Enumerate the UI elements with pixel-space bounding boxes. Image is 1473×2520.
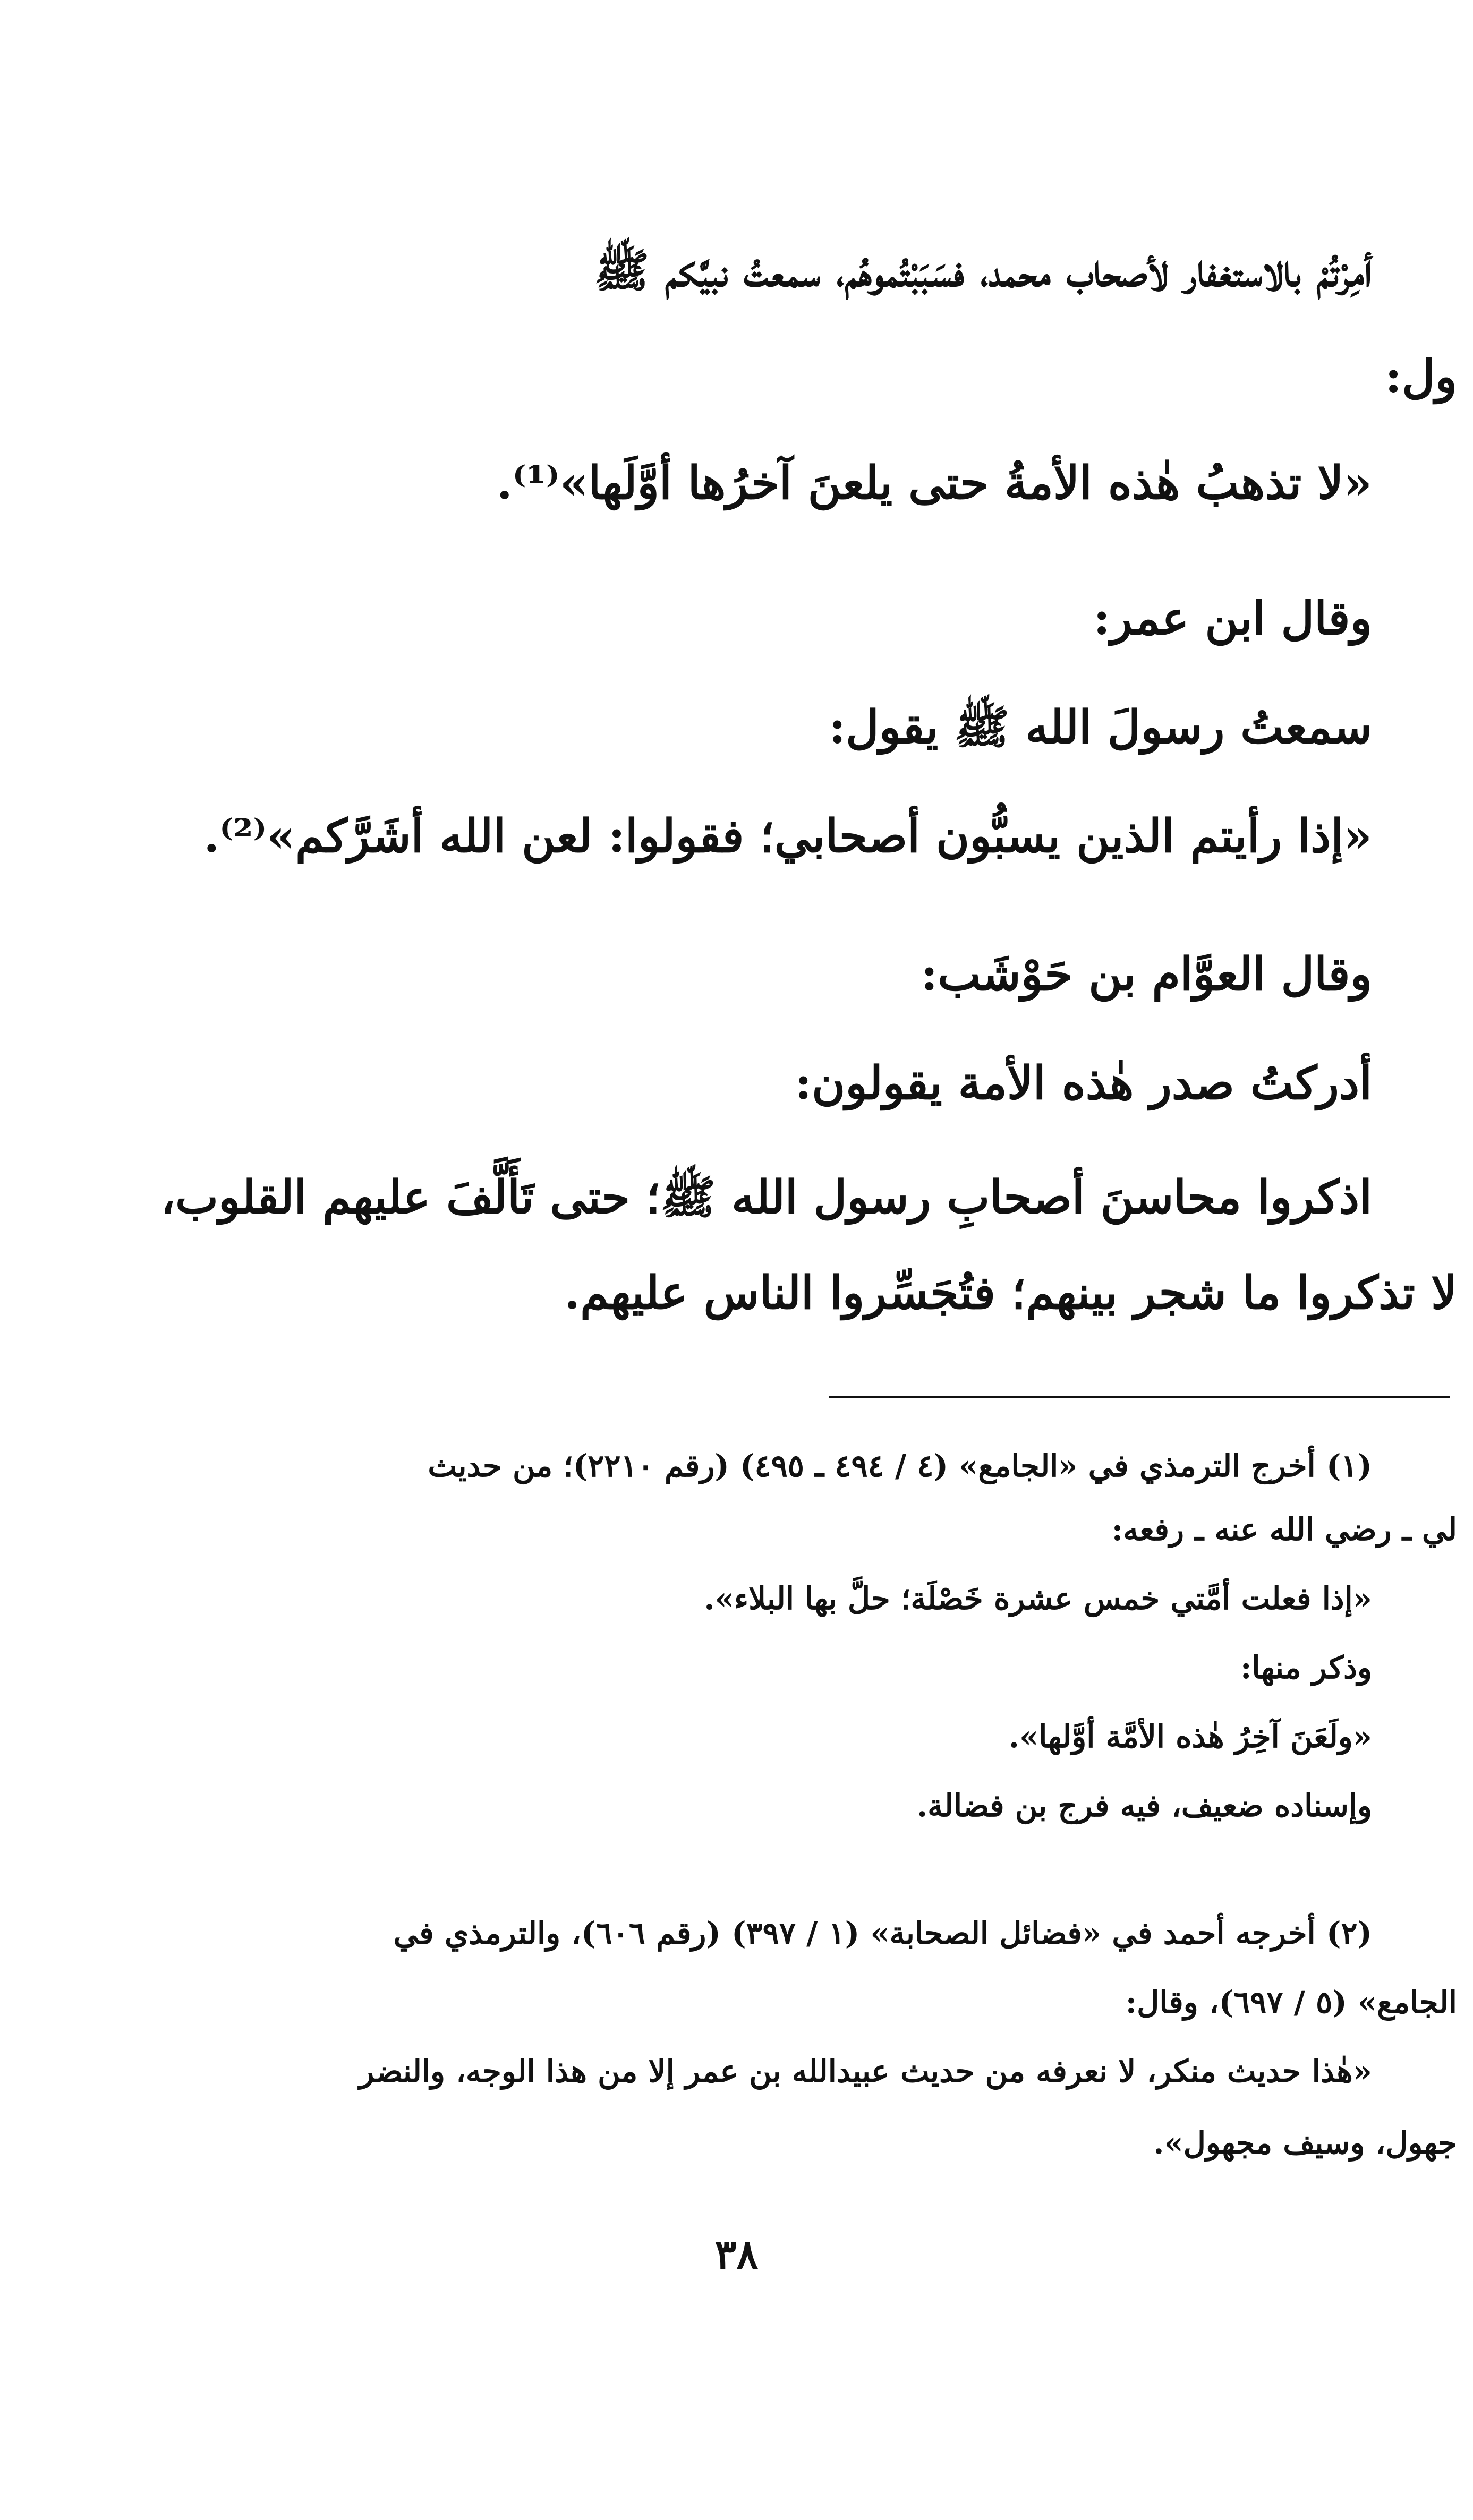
footnote-1-line-2: لي ـ رضي الله عنه ـ رفعه: [1111, 1511, 1457, 1548]
footnote-1-line-5: «ولَعَنَ آخِرُ هٰذه الأمَّة أوَّلها». [1008, 1719, 1372, 1755]
page-number: ٣٨ [714, 2231, 759, 2278]
main-text-line-1: أمِرْتُمْ بالاستغفار لأصحاب محمد، فسَبَبْتُموهُم، سمعتُ نبيَّكم ﷺ [594, 244, 1372, 297]
narrator-awwam: وقال العوَّام بن حَوْشَب: [921, 947, 1372, 1001]
main-text-line-10: لا تذكروا ما شجر بينهم؛ فتُجَسِّروا الناس عليهم. [564, 1266, 1457, 1320]
hadith-quote-1: «لا تذهبُ هٰذه الأمةُ حتى يلعنَ آخرُها أوَّلَها»⁽¹⁾. [496, 456, 1372, 510]
main-text-line-5: سمعتُ رسولَ الله ﷺ يقول: [829, 701, 1372, 754]
footnote-2-line-3: «هٰذا حديث منكر، لا نعرفه من حديث عبيدالله بن عمر إلا من هذا الوجه، والنضر [359, 2053, 1372, 2089]
main-text-line-8: أدركتُ صدر هٰذه الأمة يقولون: [795, 1056, 1372, 1110]
narrator-ibn-umar: وقال ابن عمر: [1093, 592, 1372, 645]
footnote-1-line-3: «إذا فعلت أمَّتي خمس عشرة خَصْلَة؛ حلَّ بها البلاء». [704, 1581, 1372, 1617]
footnote-2-line-1: (٢) أخرجه أحمد في «فضائل الصحابة» (١ / ٣٩٧) (رقم ٦٠٦)، والترمذي في [393, 1915, 1372, 1951]
footnote-1-line-4: وذكر منها: [1240, 1650, 1372, 1686]
hadith-quote-2: «إذا رأيتم الذين يسبُّون أصحابي؛ فقولوا: لعن الله أشَرَّكم»⁽²⁾. [203, 809, 1372, 863]
footnote-2-line-4: جهول، وسيف مجهول». [1153, 2125, 1457, 2161]
footnote-2-line-2: الجامع» (٥ / ٦٩٧)، وقال: [1125, 1984, 1457, 2020]
main-text-line-2: ول: [1385, 350, 1457, 404]
footnote-1-line-1: (١) أخرج الترمذي في «الجامع» (٤ / ٤٩٤ ـ ٤٩٥) (رقم ٢٢١٠)؛ من حديث [428, 1448, 1372, 1484]
main-text-line-9: اذكروا محاسنَ أصحابِ رسول الله ﷺ؛ حتى تَأَلَّفَ عليهم القلوب، [160, 1171, 1372, 1224]
footnote-separator [829, 1396, 1450, 1398]
footnote-1-line-6: وإسناده ضعيف، فيه فرج بن فضالة. [916, 1788, 1372, 1824]
